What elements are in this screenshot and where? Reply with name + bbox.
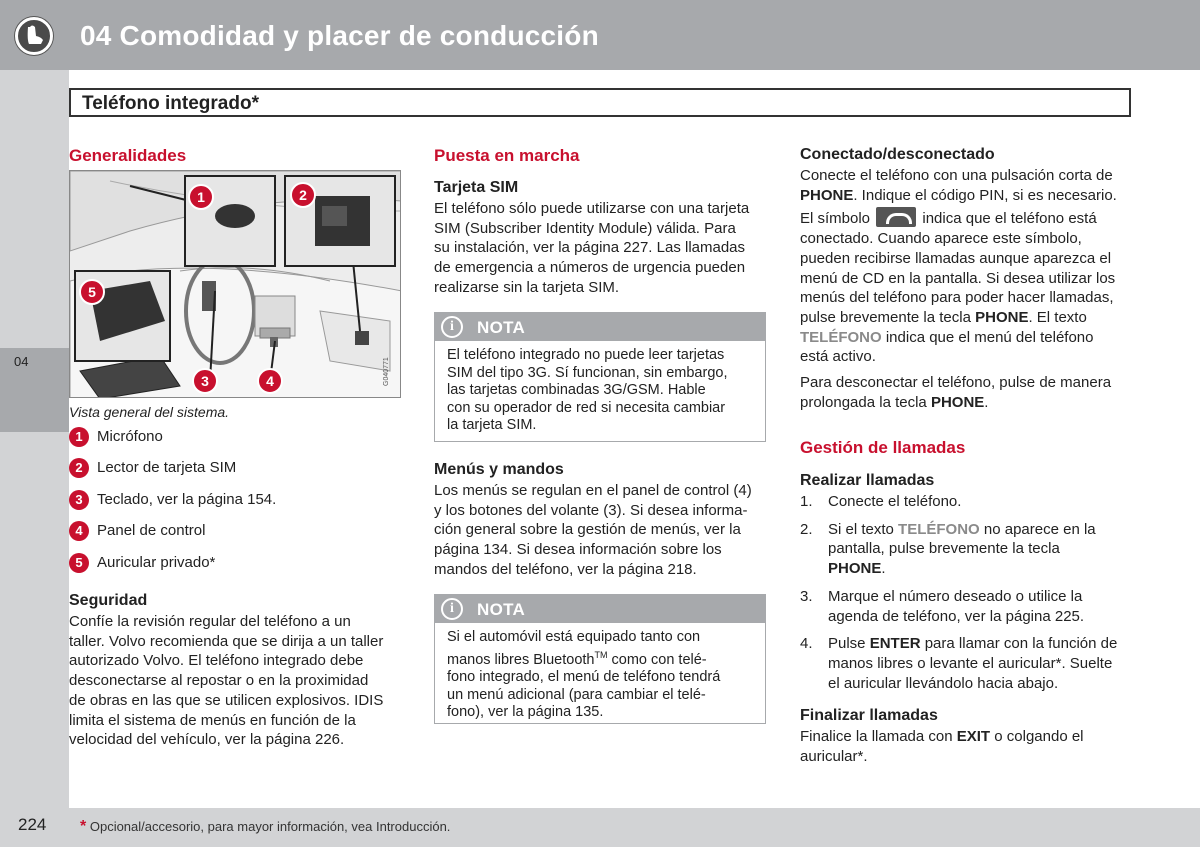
text-line	[800, 207, 1145, 229]
note-header	[435, 595, 765, 623]
text-line: página 134. Si desea información sobre los	[434, 541, 722, 559]
steps-list	[800, 492, 1145, 693]
text-span: .	[881, 560, 886, 578]
text-span: . El texto	[1028, 308, 1087, 326]
legend-label: Panel de control	[97, 522, 206, 539]
keyword-telefono: TELÉFONO	[898, 520, 980, 538]
text-line	[828, 559, 1145, 579]
text-line: Conecte el teléfono con una pulsación corta de	[800, 167, 1113, 184]
text-line: Confíe la revisión regular del teléfono a un	[69, 613, 351, 630]
system-overview-figure	[69, 170, 401, 398]
text-line: de emergencia a números de urgencia pueden	[434, 259, 746, 277]
text-line: Marque el número deseado o utilice la	[828, 587, 1083, 605]
callout-2	[291, 183, 315, 207]
svg-text:4: 4	[266, 373, 274, 389]
text-line: Para desconectar el teléfono, pulse de manera	[800, 374, 1112, 391]
text-line: El teléfono sólo puede utilizarse con una tarjeta	[434, 200, 750, 217]
text-line: el auricular llevándolo hacia abajo.	[828, 674, 1059, 692]
text-line: agenda de teléfono, ver la página 225.	[828, 607, 1085, 625]
section-title-box	[69, 88, 1131, 117]
heading-puesta-en-marcha: Puesta en marcha	[434, 146, 580, 165]
text-span: . Indique el código PIN, si es necesario.	[853, 186, 1117, 204]
text-line: fono), ver la página 135.	[447, 704, 604, 721]
note-title: NOTA	[477, 600, 526, 619]
text-line	[800, 328, 1145, 348]
text-line: autorizado Volvo. El teléfono integrado debe	[69, 652, 364, 670]
text-line: mandos del teléfono, ver la página 218.	[434, 560, 697, 578]
note-title: NOTA	[477, 318, 526, 337]
legend-number: 3	[69, 490, 89, 510]
step-number: 3.	[800, 587, 813, 605]
text-line: pantalla, pulse brevemente la tecla	[828, 540, 1060, 558]
heading-tarjeta-sim: Tarjeta SIM	[434, 179, 519, 196]
svg-text:5: 5	[88, 284, 96, 300]
car-interior-illustration	[70, 171, 401, 398]
text-line: velocidad del vehículo, ver la página 226.	[69, 731, 345, 749]
heading-realizar-llamadas: Realizar llamadas	[800, 472, 935, 489]
text-span: .	[984, 393, 989, 411]
text-line: pueden recibirse llamadas aunque aparezca el	[800, 249, 1112, 267]
text-line: Los menús se regulan en el panel de control (4)	[434, 482, 752, 499]
text-span: indica que el teléfono está	[922, 210, 1097, 228]
legend-number: 1	[69, 427, 89, 447]
trademark-sup: TM	[594, 649, 608, 660]
text-line: manos libres o levante el auricular*. Suelte	[828, 654, 1113, 672]
text-line	[800, 727, 1145, 747]
note-header	[435, 313, 765, 341]
heading-menus-y-mandos: Menús y mandos	[434, 461, 564, 478]
legend-label: Teclado, ver la página 154.	[97, 491, 277, 508]
text-line: menús del teléfono para poder hacer llamadas,	[800, 289, 1114, 307]
text-line: auricular*.	[800, 747, 868, 765]
callout-3	[193, 369, 217, 393]
svg-text:2: 2	[299, 187, 307, 203]
chapter-title: 04 Comodidad y placer de conducción	[80, 20, 599, 51]
text-span: Finalice la llamada con	[800, 728, 957, 745]
heading-conectado: Conectado/desconectado	[800, 146, 995, 163]
list-item	[800, 634, 1145, 693]
text-span: no aparece en la	[979, 520, 1096, 538]
note-body	[447, 347, 757, 435]
text-line: menú de CD en la pantalla. Si desea utilizar los	[800, 269, 1116, 287]
menus-paragraph	[434, 481, 774, 580]
legend-label: Micrófono	[97, 428, 163, 445]
callout-4	[258, 369, 282, 393]
figure-code: G040771	[383, 357, 390, 386]
conectado-paragraph	[800, 166, 1145, 367]
keyword-enter: ENTER	[869, 635, 921, 653]
text-span: indica que el menú del teléfono	[881, 328, 1094, 346]
phone-symbol-icon	[876, 207, 916, 227]
chapter-tab-label: 04	[14, 354, 29, 369]
text-line: y los botones del volante (3). Si desea informa-	[434, 501, 748, 519]
text-span: para llamar con la función de	[920, 635, 1118, 653]
legend-label: Auricular privado*	[97, 554, 216, 571]
legend-label: Lector de tarjeta SIM	[97, 459, 237, 476]
legend-number: 2	[69, 458, 89, 478]
text-line	[828, 520, 1145, 540]
info-icon: i	[441, 598, 463, 620]
note-box	[434, 312, 766, 442]
text-line: con su operador de red si necesita cambiar	[447, 399, 726, 416]
footnote-text: Opcional/accesorio, para mayor información, vea Introducción.	[86, 819, 451, 834]
text-line: conectado. Cuando aparece este símbolo,	[800, 230, 1082, 248]
text-line: realizarse sin la tarjeta SIM.	[434, 278, 620, 296]
text-line: SIM del tipo 3G. Sí funcionan, sin embargo,	[447, 364, 728, 381]
text-line	[800, 186, 1145, 206]
callout-5	[80, 280, 104, 304]
footnote-star: *	[80, 818, 87, 835]
footnote	[80, 818, 450, 836]
text-span: Pulse	[828, 635, 870, 653]
step-number: 1.	[800, 493, 813, 510]
tarjeta-sim-paragraph	[434, 199, 774, 298]
note-body	[447, 629, 757, 722]
text-line	[828, 634, 1145, 654]
text-span: Si el texto	[828, 520, 899, 538]
text-span: pulse brevemente la tecla	[800, 308, 976, 326]
text-line	[800, 308, 1145, 328]
page-number: 224	[18, 815, 47, 834]
text-line	[447, 647, 757, 669]
step-number: 2.	[800, 520, 813, 538]
text-line: las tarjetas combinadas 3G/GSM. Hable	[447, 382, 706, 399]
svg-text:1: 1	[197, 189, 205, 205]
text-span: como con telé-	[607, 651, 707, 668]
text-line: taller. Volvo recomienda que se dirija a un taller	[69, 632, 384, 650]
keyword-phone: PHONE	[975, 308, 1029, 326]
header-icon-box	[0, 0, 69, 70]
text-span: o colgando el	[990, 728, 1084, 745]
keyword-phone: PHONE	[930, 393, 985, 411]
svg-text:3: 3	[201, 373, 209, 389]
keyword-phone: PHONE	[828, 560, 882, 578]
text-line: la tarjeta SIM.	[447, 417, 537, 434]
text-span: Conecte el teléfono.	[828, 493, 962, 510]
heading-finalizar-llamadas: Finalizar llamadas	[800, 707, 938, 724]
text-line: ción general sobre la gestión de menús, ver la	[434, 521, 741, 539]
seguridad-paragraph	[69, 612, 409, 750]
list-item	[800, 520, 1145, 579]
list-item	[800, 587, 1145, 626]
text-line: está activo.	[800, 348, 876, 366]
legend-number: 5	[69, 553, 89, 573]
text-line	[800, 393, 1145, 413]
list-item	[800, 492, 1145, 512]
text-line: fono integrado, el menú de teléfono tendrá	[447, 669, 721, 686]
info-icon: i	[441, 316, 463, 338]
text-line: limita el sistema de menús en función de la	[69, 711, 356, 729]
step-number: 4.	[800, 635, 813, 653]
chapter-tab	[0, 348, 69, 432]
figure-caption: Vista general del sistema.	[69, 404, 230, 420]
seat-icon	[15, 17, 53, 55]
text-line: un menú adicional (para cambiar el telé-	[447, 686, 706, 703]
text-line: su instalación, ver la página 227. Las llamadas	[434, 239, 746, 257]
text-span: manos libres Bluetooth	[447, 651, 595, 668]
note-box	[434, 594, 766, 724]
desconectar-paragraph	[800, 373, 1145, 412]
heading-generalidades: Generalidades	[69, 146, 187, 165]
text-line: El teléfono integrado no puede leer tarjetas	[447, 347, 725, 363]
heading-seguridad: Seguridad	[69, 592, 148, 609]
text-line: desconectarse al repostar o en la proximidad	[69, 672, 369, 690]
text-line: Si el automóvil está equipado tanto con	[447, 629, 701, 645]
heading-gestion-llamadas: Gestión de llamadas	[800, 438, 966, 457]
legend-number: 4	[69, 521, 89, 541]
callout-1	[189, 185, 213, 209]
text-line: de obras en las que se utilicen explosivos. IDIS	[69, 691, 384, 709]
text-span: El símbolo	[800, 210, 871, 228]
text-span: prolongada la tecla	[800, 393, 931, 411]
text-line: SIM (Subscriber Identity Module) válida. Para	[434, 219, 736, 237]
finalizar-paragraph	[800, 727, 1145, 766]
keyword-exit: EXIT	[956, 728, 991, 745]
keyword-telefono: TELÉFONO	[800, 328, 882, 346]
keyword-phone: PHONE	[800, 186, 854, 204]
section-title: Teléfono integrado*	[82, 93, 259, 114]
